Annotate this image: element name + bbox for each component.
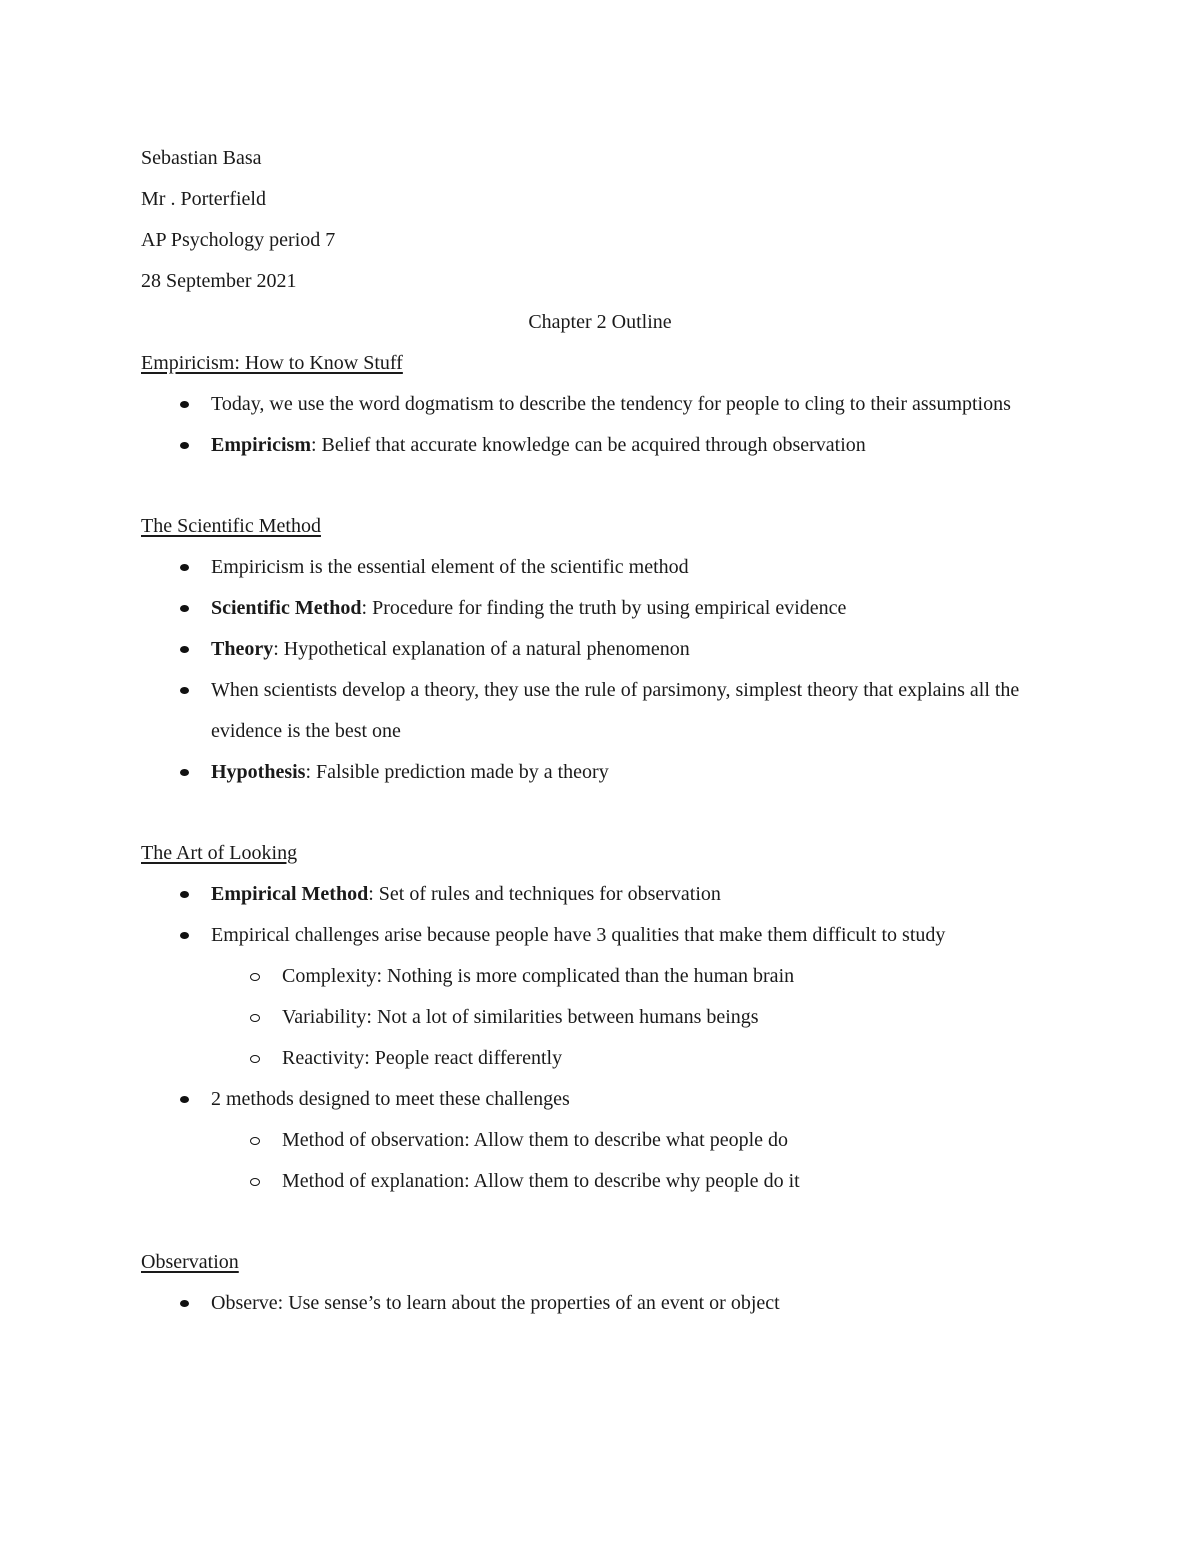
bullet-text: When scientists develop a theory, they use the rule of parsimony, simplest theory that explains all the evidence is the best one	[211, 679, 1020, 742]
list-item	[141, 915, 1041, 956]
list-item	[141, 670, 1041, 752]
bullet-term: Empirical Method	[211, 883, 369, 905]
bullet-term: Hypothesis	[211, 761, 306, 783]
bullet-text: : Procedure for finding the truth by using empirical evidence	[361, 597, 847, 619]
hollow-bullet-icon	[250, 1178, 260, 1186]
bullet-text: Empiricism is the essential element of the scientific method	[211, 556, 689, 578]
bullet-list	[141, 874, 1061, 956]
list-item	[141, 874, 1041, 915]
bullet-icon	[180, 891, 189, 898]
section-heading: The Scientific Method	[141, 515, 321, 537]
list-item	[141, 1283, 1041, 1324]
list-item	[141, 588, 1041, 629]
bullet-text: 2 methods designed to meet these challenges	[211, 1088, 570, 1110]
list-item	[141, 629, 1041, 670]
bullet-text: Observe: Use sense’s to learn about the properties of an event or object	[211, 1292, 780, 1314]
author-name: Sebastian Basa	[141, 147, 262, 169]
bullet-icon	[180, 442, 189, 449]
hollow-bullet-icon	[250, 1014, 260, 1022]
bullet-icon	[180, 646, 189, 653]
sub-bullet-text: Method of explanation: Allow them to describe why people do it	[282, 1170, 800, 1192]
section-heading: The Art of Looking	[141, 842, 298, 864]
bullet-text: : Belief that accurate knowledge can be acquired through observation	[311, 434, 866, 456]
bullet-text: : Hypothetical explanation of a natural phenomenon	[273, 638, 690, 660]
sub-list-item	[141, 956, 1061, 997]
spacer	[141, 466, 1061, 506]
document-title: Chapter 2 Outline	[528, 311, 672, 333]
course-name: AP Psychology period 7	[141, 229, 336, 251]
sub-list-item	[141, 997, 1061, 1038]
section-heading: Observation	[141, 1251, 239, 1273]
bullet-icon	[180, 932, 189, 939]
bullet-icon	[180, 687, 189, 694]
bullet-term: Scientific Method	[211, 597, 362, 619]
bullet-term: Theory	[211, 638, 274, 660]
sub-bullet-text: Variability: Not a lot of similarities between humans beings	[282, 1006, 759, 1028]
list-item	[141, 384, 1041, 425]
teacher-name: Mr . Porterfield	[141, 188, 266, 210]
bullet-text: Today, we use the word dogmatism to describe the tendency for people to cling to their assumptions	[211, 393, 1011, 415]
bullet-list	[141, 1283, 1061, 1324]
list-item	[141, 425, 1041, 466]
spacer	[141, 793, 1061, 833]
spacer	[141, 1202, 1061, 1242]
bullet-icon	[180, 1096, 189, 1103]
sub-list-item	[141, 1038, 1061, 1079]
bullet-text: Empirical challenges arise because people have 3 qualities that make them difficult to study	[211, 924, 946, 946]
list-item	[141, 752, 1041, 793]
hollow-bullet-icon	[250, 973, 260, 981]
document-page	[141, 138, 1061, 1324]
bullet-term: Empiricism	[211, 434, 311, 456]
sub-list-item	[141, 1161, 1061, 1202]
bullet-text: : Falsible prediction made by a theory	[305, 761, 609, 783]
bullet-icon	[180, 564, 189, 571]
sub-bullet-text: Complexity: Nothing is more complicated than the human brain	[282, 965, 795, 987]
list-item	[141, 547, 1041, 588]
bullet-list	[141, 384, 1061, 466]
bullet-icon	[180, 401, 189, 408]
sub-bullet-text: Method of observation: Allow them to describe what people do	[282, 1129, 789, 1151]
bullet-list	[141, 547, 1061, 793]
list-item	[141, 1079, 1041, 1120]
bullet-icon	[180, 769, 189, 776]
bullet-text: : Set of rules and techniques for observation	[368, 883, 721, 905]
document-date: 28 September 2021	[141, 270, 297, 292]
sub-bullet-list	[141, 956, 1061, 1079]
sub-bullet-list	[141, 1120, 1061, 1202]
bullet-icon	[180, 1300, 189, 1307]
sub-bullet-text: Reactivity: People react differently	[282, 1047, 563, 1069]
bullet-list	[141, 1079, 1061, 1120]
hollow-bullet-icon	[250, 1137, 260, 1145]
section-heading: Empiricism: How to Know Stuff	[141, 352, 403, 374]
bullet-icon	[180, 605, 189, 612]
sub-list-item	[141, 1120, 1061, 1161]
hollow-bullet-icon	[250, 1055, 260, 1063]
